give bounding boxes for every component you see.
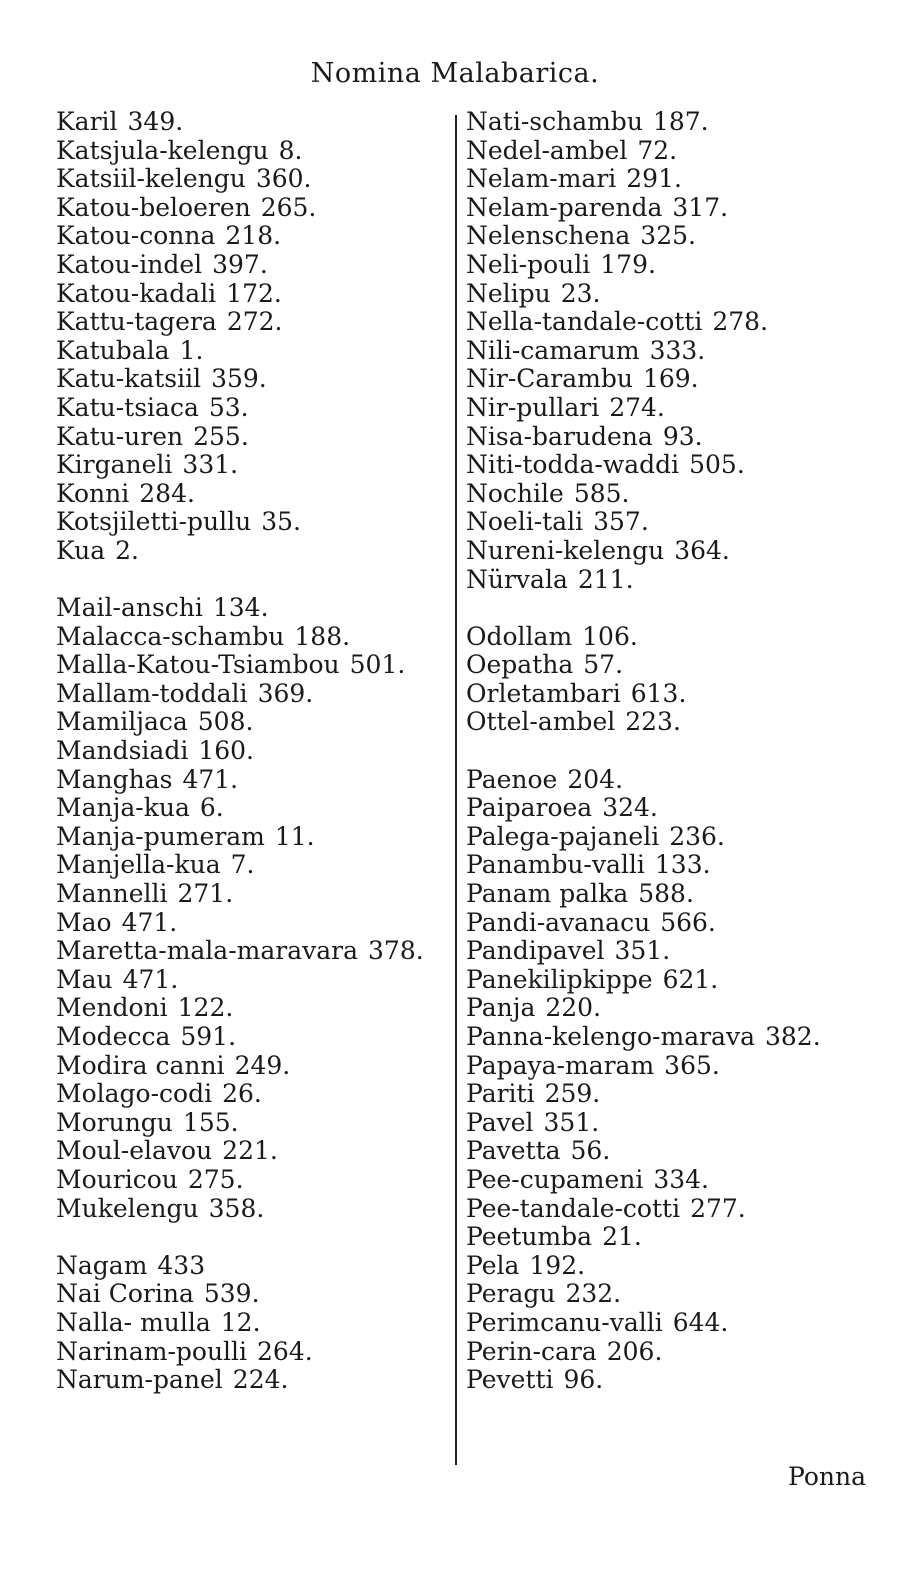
index-entry	[466, 451, 886, 480]
entry-page-number: 155.	[182, 1107, 239, 1137]
section-gap	[466, 594, 886, 623]
index-entry	[56, 222, 451, 251]
entry-page-number: 2.	[115, 535, 139, 565]
entry-name: Konni	[56, 478, 130, 508]
entry-page-number: 264.	[257, 1336, 313, 1366]
entry-name: Peetumba	[466, 1222, 593, 1252]
index-entry	[466, 1280, 886, 1309]
entry-page-number: 360.	[255, 164, 312, 194]
entry-name: Ottel-ambel	[466, 707, 616, 737]
index-entry	[56, 251, 451, 280]
entry-name: Panam palka	[466, 879, 629, 909]
index-entry	[56, 508, 451, 537]
entry-name: Mail-anschi	[56, 593, 203, 623]
index-entry	[466, 194, 886, 223]
entry-name: Orletambari	[466, 678, 621, 708]
index-entry	[466, 108, 886, 137]
index-entry	[56, 394, 451, 423]
index-entry	[56, 994, 451, 1023]
column-divider	[455, 115, 457, 1465]
entry-page-number: 172.	[226, 278, 282, 308]
index-entry	[56, 1195, 451, 1224]
entry-page-number: 433	[157, 1250, 206, 1280]
entry-name: Mau	[56, 964, 113, 994]
entry-name: Pee-tandale-cotti	[466, 1193, 681, 1223]
entry-name: Nati-schambu	[466, 107, 643, 136]
entry-page-number: 397.	[212, 249, 268, 279]
index-entry	[466, 423, 886, 452]
entry-page-number: 317.	[672, 192, 729, 222]
index-entry	[466, 1309, 886, 1338]
entry-page-number: 364.	[674, 535, 730, 565]
entry-name: Mouricou	[56, 1164, 178, 1194]
entry-page-number: 566.	[660, 907, 716, 937]
entry-name: Katou-beloeren	[56, 192, 251, 222]
entry-page-number: 187.	[652, 107, 709, 136]
entry-page-number: 188.	[294, 621, 351, 651]
index-entry	[466, 794, 886, 823]
entry-page-number: 585.	[573, 478, 630, 508]
index-entry	[56, 1252, 451, 1281]
entry-name: Nelipu	[466, 278, 551, 308]
entry-page-number: 7.	[230, 850, 255, 880]
entry-page-number: 351.	[543, 1107, 600, 1137]
index-entry	[56, 1309, 451, 1338]
entry-page-number: 378.	[368, 936, 424, 966]
entry-page-number: 169.	[642, 364, 699, 394]
catchword: Ponna	[788, 1462, 866, 1491]
index-entry	[466, 708, 886, 737]
index-entry	[56, 108, 451, 137]
entry-page-number: 471.	[182, 764, 239, 794]
entry-page-number: 501.	[349, 650, 406, 680]
entry-page-number: 259.	[544, 1079, 601, 1109]
entry-page-number: 613.	[630, 678, 687, 708]
entry-page-number: 255.	[193, 421, 249, 451]
index-entry	[466, 1109, 886, 1138]
entry-page-number: 365.	[664, 1050, 720, 1080]
entry-page-number: 223.	[625, 707, 681, 737]
entry-name: Panja	[466, 993, 536, 1023]
entry-page-number: 221.	[222, 1136, 278, 1166]
entry-page-number: 278.	[712, 307, 769, 337]
entry-name: Manja-kua	[56, 793, 190, 823]
entry-page-number: 277.	[690, 1193, 746, 1223]
entry-page-number: 358.	[208, 1193, 265, 1223]
entry-name: Nelenschena	[466, 221, 631, 251]
index-entry	[466, 851, 886, 880]
index-entry	[56, 794, 451, 823]
entry-page-number: 134.	[212, 593, 269, 623]
entry-name: Katou-indel	[56, 249, 203, 279]
index-entry	[466, 1366, 886, 1395]
entry-name: Neli-pouli	[466, 249, 591, 279]
index-entry	[56, 708, 451, 737]
index-entry	[466, 566, 886, 595]
entry-name: Papaya-maram	[466, 1050, 655, 1080]
entry-name: Nureni-kelengu	[466, 535, 665, 565]
section-gap	[56, 566, 451, 595]
entry-page-number: 588.	[638, 879, 694, 909]
entry-page-number: 53.	[208, 392, 249, 422]
index-entry	[56, 1338, 451, 1367]
entry-page-number: 220.	[545, 993, 602, 1023]
index-entry	[56, 1052, 451, 1081]
entry-page-number: 133.	[654, 850, 711, 880]
entry-name: Panekilipkippe	[466, 964, 653, 994]
index-entry	[56, 623, 451, 652]
entry-name: Katsiil-kelengu	[56, 164, 246, 194]
index-entry	[56, 451, 451, 480]
index-entry	[466, 165, 886, 194]
entry-name: Nelam-mari	[466, 164, 617, 194]
entry-page-number: 291.	[626, 164, 682, 194]
entry-name: Pavetta	[466, 1136, 561, 1166]
index-entry	[56, 851, 451, 880]
index-entry	[466, 251, 886, 280]
index-entry	[56, 165, 451, 194]
index-entry	[466, 394, 886, 423]
entry-name: Kattu-tagera	[56, 307, 217, 337]
entry-name: Katu-uren	[56, 421, 184, 451]
entry-page-number: 236.	[669, 821, 725, 851]
entry-name: Nella-tandale-cotti	[466, 307, 703, 337]
index-entry	[56, 909, 451, 938]
entry-page-number: 508.	[197, 707, 254, 737]
entry-name: Pariti	[466, 1079, 535, 1109]
entry-page-number: 160.	[198, 736, 255, 766]
entry-page-number: 96.	[563, 1365, 604, 1395]
index-entry	[466, 966, 886, 995]
entry-name: Karil	[56, 107, 118, 136]
index-entry	[466, 480, 886, 509]
entry-page-number: 539.	[203, 1279, 260, 1309]
entry-name: Narinam-poulli	[56, 1336, 248, 1366]
entry-name: Pela	[466, 1250, 520, 1280]
entry-name: Mamiljaca	[56, 707, 188, 737]
entry-name: Modecca	[56, 1022, 171, 1051]
entry-name: Maretta-mala-maravara	[56, 936, 359, 966]
entry-page-number: 8.	[278, 135, 303, 165]
entry-name: Manjella-kua	[56, 850, 221, 880]
entry-page-number: 271.	[177, 879, 234, 909]
entry-page-number: 331.	[182, 450, 239, 480]
entry-name: Odollam	[466, 621, 573, 651]
entry-name: Katu-tsiaca	[56, 392, 199, 422]
entry-name: Panna-kelengo-marava	[466, 1022, 755, 1051]
index-entry	[466, 508, 886, 537]
entry-page-number: 349.	[127, 107, 184, 136]
entry-page-number: 621.	[662, 964, 719, 994]
entry-name: Katubala	[56, 335, 170, 365]
entry-name: Perin-cara	[466, 1336, 597, 1366]
entry-name: Katou-conna	[56, 221, 216, 251]
entry-page-number: 106.	[582, 621, 638, 651]
entry-page-number: 11.	[274, 821, 315, 851]
index-entry	[56, 966, 451, 995]
entry-name: Nisa-barudena	[466, 421, 653, 451]
index-entry	[56, 1280, 451, 1309]
entry-page-number: 211.	[577, 564, 634, 594]
entry-name: Malla-Katou-Tsiambou	[56, 650, 340, 680]
index-entry	[466, 308, 886, 337]
entry-name: Malacca-schambu	[56, 621, 285, 651]
entry-name: Paiparoea	[466, 793, 593, 823]
entry-name: Modira canni	[56, 1050, 225, 1080]
entry-name: Nai Corina	[56, 1279, 194, 1309]
entry-name: Nagam	[56, 1250, 148, 1280]
entry-page-number: 272.	[226, 307, 283, 337]
index-entry	[56, 1023, 451, 1052]
entry-page-number: 26.	[222, 1079, 262, 1109]
entry-name: Mallam-toddali	[56, 678, 248, 708]
index-entry	[466, 1252, 886, 1281]
section-gap	[466, 737, 886, 766]
entry-name: Nedel-ambel	[466, 135, 628, 165]
entry-page-number: 35.	[261, 507, 301, 537]
entry-page-number: 204.	[567, 764, 624, 794]
entry-page-number: 93.	[662, 421, 703, 451]
index-column-left	[56, 108, 451, 1395]
index-entry	[56, 308, 451, 337]
index-entry	[466, 823, 886, 852]
index-entry	[56, 1166, 451, 1195]
entry-page-number: 265.	[260, 192, 317, 222]
index-entry	[466, 994, 886, 1023]
index-entry	[466, 1223, 886, 1252]
index-entry	[466, 1023, 886, 1052]
entry-name: Nelam-parenda	[466, 192, 663, 222]
entry-name: Molago-codi	[56, 1079, 213, 1109]
index-entry	[56, 823, 451, 852]
entry-name: Katsjula-kelengu	[56, 135, 269, 165]
entry-page-number: 56.	[570, 1136, 611, 1166]
entry-name: Mannelli	[56, 879, 168, 909]
index-entry	[56, 937, 451, 966]
entry-name: Paenoe	[466, 764, 558, 794]
entry-page-number: 359.	[211, 364, 267, 394]
entry-name: Narum-panel	[56, 1365, 223, 1395]
entry-name: Nir-pullari	[466, 392, 600, 422]
entry-name: Pandipavel	[466, 936, 605, 966]
entry-name: Manja-pumeram	[56, 821, 265, 851]
entry-name: Niti-todda-waddi	[466, 450, 680, 480]
entry-name: Oepatha	[466, 650, 574, 680]
entry-name: Pee-cupameni	[466, 1164, 644, 1194]
entry-name: Nili-camarum	[466, 335, 640, 365]
entry-page-number: 284.	[139, 478, 195, 508]
entry-page-number: 21.	[602, 1222, 642, 1252]
entry-page-number: 122.	[177, 993, 234, 1023]
entry-name: Nir-Carambu	[466, 364, 633, 394]
index-entry	[56, 651, 451, 680]
entry-page-number: 382.	[765, 1022, 821, 1051]
entry-name: Pavel	[466, 1107, 534, 1137]
index-column-right	[466, 108, 886, 1395]
entry-name: Morungu	[56, 1107, 173, 1137]
entry-name: Mendoni	[56, 993, 168, 1023]
entry-name: Manghas	[56, 764, 173, 794]
entry-name: Peragu	[466, 1279, 556, 1309]
index-entry	[466, 1080, 886, 1109]
entry-page-number: 224.	[232, 1365, 289, 1395]
index-entry	[56, 137, 451, 166]
entry-page-number: 232.	[565, 1279, 622, 1309]
index-entry	[56, 337, 451, 366]
entry-name: Katou-kadali	[56, 278, 217, 308]
entry-name: Nalla- mulla	[56, 1307, 211, 1337]
entry-name: Pandi-avanacu	[466, 907, 651, 937]
entry-page-number: 324.	[602, 793, 658, 823]
index-entry	[56, 194, 451, 223]
index-entry	[56, 880, 451, 909]
index-entry	[466, 623, 886, 652]
entry-page-number: 471.	[122, 964, 179, 994]
entry-name: Perimcanu-valli	[466, 1307, 663, 1337]
index-entry	[56, 680, 451, 709]
index-entry	[466, 880, 886, 909]
section-gap	[56, 1223, 451, 1252]
entry-page-number: 275.	[187, 1164, 244, 1194]
index-entry	[56, 1109, 451, 1138]
index-entry	[466, 1052, 886, 1081]
entry-page-number: 1.	[179, 335, 204, 365]
index-entry	[466, 337, 886, 366]
index-entry	[56, 423, 451, 452]
index-entry	[56, 594, 451, 623]
index-entry	[466, 1338, 886, 1367]
entry-page-number: 6.	[199, 793, 224, 823]
entry-name: Moul-elavou	[56, 1136, 213, 1166]
entry-page-number: 179.	[600, 249, 656, 279]
entry-name: Panambu-valli	[466, 850, 645, 880]
page-title: Nomina Malabarica.	[310, 58, 600, 89]
entry-page-number: 325.	[640, 221, 696, 251]
index-entry	[466, 909, 886, 938]
index-entry	[466, 137, 886, 166]
entry-page-number: 23.	[560, 278, 601, 308]
entry-page-number: 206.	[606, 1336, 663, 1366]
entry-page-number: 471.	[121, 907, 178, 937]
entry-page-number: 591.	[180, 1022, 237, 1051]
entry-page-number: 192.	[529, 1250, 586, 1280]
entry-page-number: 369.	[257, 678, 314, 708]
index-entry	[466, 937, 886, 966]
entry-page-number: 218.	[225, 221, 282, 251]
entry-name: Kua	[56, 535, 106, 565]
index-entry	[466, 222, 886, 251]
entry-name: Mandsiadi	[56, 736, 189, 766]
entry-name: Mukelengu	[56, 1193, 199, 1223]
entry-name: Nürvala	[466, 564, 568, 594]
index-entry	[56, 1137, 451, 1166]
index-entry	[466, 766, 886, 795]
index-entry	[466, 680, 886, 709]
entry-page-number: 12.	[220, 1307, 261, 1337]
entry-name: Palega-pajaneli	[466, 821, 660, 851]
entry-page-number: 249.	[234, 1050, 291, 1080]
entry-page-number: 334.	[653, 1164, 710, 1194]
index-entry	[56, 280, 451, 309]
entry-page-number: 505.	[689, 450, 745, 480]
entry-name: Nochile	[466, 478, 564, 508]
entry-page-number: 644.	[672, 1307, 729, 1337]
entry-page-number: 351.	[614, 936, 671, 966]
entry-name: Kotsjiletti-pullu	[56, 507, 252, 537]
entry-name: Mao	[56, 907, 112, 937]
index-entry	[466, 651, 886, 680]
entry-page-number: 57.	[583, 650, 624, 680]
entry-page-number: 333.	[649, 335, 706, 365]
index-entry	[56, 365, 451, 394]
index-entry	[56, 737, 451, 766]
index-entry	[466, 1137, 886, 1166]
index-entry	[56, 766, 451, 795]
index-entry	[466, 365, 886, 394]
entry-name: Noeli-tali	[466, 507, 584, 537]
index-entry	[466, 1195, 886, 1224]
entry-name: Pevetti	[466, 1365, 554, 1395]
entry-page-number: 72.	[637, 135, 678, 165]
index-entry	[56, 1366, 451, 1395]
index-entry	[56, 537, 451, 566]
index-entry	[466, 537, 886, 566]
index-entry	[466, 1166, 886, 1195]
index-entry	[56, 480, 451, 509]
entry-name: Kirganeli	[56, 450, 173, 480]
index-entry	[466, 280, 886, 309]
entry-name: Katu-katsiil	[56, 364, 202, 394]
index-entry	[56, 1080, 451, 1109]
entry-page-number: 357.	[593, 507, 649, 537]
entry-page-number: 274.	[609, 392, 665, 422]
